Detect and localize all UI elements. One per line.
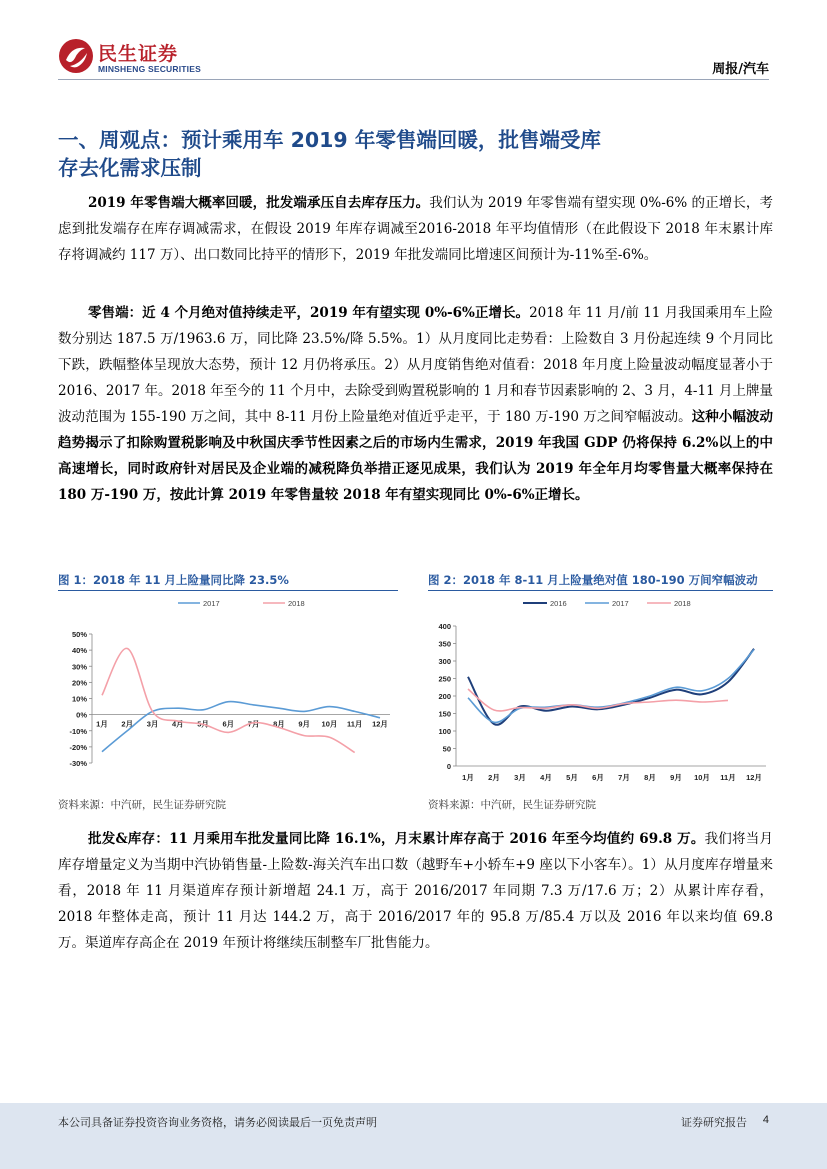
x-tick-label: 9月 — [298, 719, 311, 729]
x-tick-label: 2月 — [488, 773, 500, 782]
footer-label: 证券研究报告 — [681, 1116, 747, 1129]
x-tick-label: 12月 — [372, 719, 388, 729]
x-tick-label: 3月 — [514, 773, 526, 782]
legend-label-2018: 2018 — [288, 599, 305, 608]
x-tick-label: 11月 — [720, 773, 736, 782]
y-tick-label: 40% — [71, 646, 87, 656]
x-tick-label: 6月 — [222, 719, 235, 729]
company-logo — [58, 38, 218, 78]
x-tick-label: 3月 — [146, 719, 159, 729]
series-line-2018 — [102, 648, 355, 752]
figure-2-rule — [428, 590, 773, 591]
x-tick-label: 12月 — [746, 773, 762, 782]
page-footer — [0, 1103, 827, 1169]
header-divider — [58, 79, 769, 80]
section-title — [58, 126, 773, 182]
footer-disclaimer: 本公司具备证券投资咨询业务资格，请务必阅读最后一页免责声明 — [58, 1116, 377, 1129]
x-tick-label: 7月 — [618, 773, 630, 782]
section-title-line1: 一、周观点：预计乘用车 2019 年零售端回暖，批售端受库 — [58, 128, 601, 152]
x-tick-label: 6月 — [592, 773, 604, 782]
x-tick-label: 8月 — [644, 773, 656, 782]
paragraph-2-body: 2018 年 11 月/前 11 月我国乘用车上险数分别达 187.5 万/1963.6 万，同比降 23.5%/降 5.5%。1）从月度同比走势看：上险数自 3 月份起连续 9 个月同比下跌，跌幅整体呈现放大态势，预计 12 月仍将承压。2）从月度销售绝对值看：2018 年月度上险量波动幅度显著小于 2016、2017 年。2018 年至今的 11 个月中，去除受到购置税影响的 1 月和春节因素影响的 2、3 月，4-11 月上牌量波动范围为 155-190 万之间，其中 8-11 月份上险量绝对值近乎走平，于 180 万-190 万之间窄幅波动。 — [58, 305, 774, 425]
x-tick-label: 8月 — [273, 719, 285, 729]
x-tick-label: 10月 — [321, 719, 338, 729]
y-tick-label: 250 — [438, 674, 451, 684]
figure-2-title: 图 2：2018 年 8-11 月上险量绝对值 180-190 万间窄幅波动 — [428, 573, 758, 587]
x-tick-label: 7月 — [247, 719, 260, 729]
page-header — [0, 0, 827, 90]
series-line-2017 — [102, 702, 380, 752]
figure-2-source: 资料来源：中汽研，民生证券研究院 — [428, 799, 596, 811]
y-tick-label: 10% — [71, 694, 87, 704]
y-tick-label: 150 — [438, 709, 451, 719]
paragraph-1 — [58, 190, 773, 268]
y-tick-label: 100 — [438, 727, 451, 736]
logo-chinese-name: 民生证券 — [98, 43, 179, 65]
y-tick-label: 200 — [438, 692, 451, 701]
y-tick-label: 400 — [438, 622, 451, 631]
paragraph-1-body: 我们认为 2019 年零售端有望实现 0%-6% 的正增长，考虑到批发端存在库存调减需求，在假设 2019 年库存调减至2016-2018 年平均值情形（在此假设下 2018 年末累计库存将调减约 117 万）、出口数同比持平的情形下，2019 年批发端同比增速区间预计为-11%至-6%。 — [58, 195, 773, 263]
logo-english-name: MINSHENG SECURITIES — [98, 64, 201, 74]
y-tick-label: -30% — [69, 759, 87, 768]
legend-label-2016: 2016 — [550, 599, 567, 608]
page-number: 4 — [762, 1114, 769, 1126]
paragraph-2 — [58, 300, 773, 508]
minsheng-logo-icon — [58, 38, 94, 74]
paragraph-2-conclusion: 这种小幅波动趋势揭示了扣除购置税影响及中秋国庆季节性因素之后的市场内生需求，2019 年我国 GDP 仍将保持 6.2%以上的中高速增长，同时政府针对居民及企业端的减税降负举措正逐见成果，我们认为 2019 年全年月均零售量大概率保持在 180 万-190 万，按此计算 2019 年零售量较 2018 年有望实现同比 0%-6%正增长。 — [58, 409, 773, 503]
y-tick-label: 0 — [446, 762, 451, 771]
x-tick-label: 11月 — [347, 719, 363, 729]
series-line-2017 — [468, 650, 754, 723]
y-tick-label: -10% — [69, 726, 87, 736]
figure-1-chart — [58, 594, 398, 780]
paragraph-2-lead: 零售端：近 4 个月绝对值持续走平，2019 年有望实现 0%-6%正增长。 — [88, 305, 530, 321]
y-tick-label: -20% — [69, 742, 87, 752]
paragraph-3-lead: 批发&库存：11 月乘用车批发量同比降 16.1%，月末累计库存高于 2016 年至今均值约 69.8 万。 — [88, 831, 705, 847]
x-tick-label: 4月 — [171, 719, 184, 729]
paragraph-3-body: 我们将当月库存增量定义为当期中汽协销售量-上险数-海关汽车出口数（越野车+小轿车+9 座以下小客车）。1）从月度库存增量来看，2018 年 11 月渠道库存预计新增超 24.1 万，高于 2016/2017 年同期 7.3 万/17.6 万；2）从累计库存看，2018 年整体走高，预计 11 月达 144.2 万，高于 2016/2017 年的 95.8 万/85.4 万以及 2016 年以来均值 69.8 万。渠道库存高企在 2019 年预计将继续压制整车厂批售能力。 — [58, 831, 774, 951]
x-tick-label: 4月 — [540, 773, 552, 782]
x-tick-label: 9月 — [670, 773, 682, 782]
figure-1-source: 资料来源：中汽研，民生证券研究院 — [58, 799, 226, 811]
y-tick-label: 300 — [438, 657, 451, 666]
legend-label-2017: 2017 — [612, 599, 629, 608]
report-type: 周报/汽车 — [712, 62, 769, 77]
y-tick-label: 50% — [71, 630, 87, 639]
section-title-line2: 存去化需求压制 — [58, 156, 202, 180]
figure-2-chart — [428, 594, 773, 790]
x-tick-label: 1月 — [96, 719, 108, 729]
y-tick-label: 350 — [438, 639, 451, 649]
paragraph-1-lead: 2019 年零售端大概率回暖，批发端承压自去库存压力。 — [88, 195, 430, 211]
x-tick-label: 2月 — [121, 719, 134, 729]
paragraph-3 — [58, 826, 773, 956]
y-tick-label: 30% — [71, 662, 87, 672]
legend-label-2017: 2017 — [203, 599, 220, 608]
y-tick-label: 0% — [76, 710, 87, 720]
x-tick-label: 5月 — [197, 719, 209, 729]
y-tick-label: 20% — [71, 678, 87, 688]
figure-1-rule — [58, 590, 398, 591]
x-tick-label: 10月 — [694, 773, 710, 782]
x-tick-label: 1月 — [462, 773, 474, 782]
legend-label-2018: 2018 — [674, 599, 691, 608]
x-tick-label: 5月 — [566, 773, 578, 782]
figure-1-title: 图 1：2018 年 11 月上险量同比降 23.5% — [58, 573, 289, 587]
y-tick-label: 50 — [442, 744, 451, 754]
